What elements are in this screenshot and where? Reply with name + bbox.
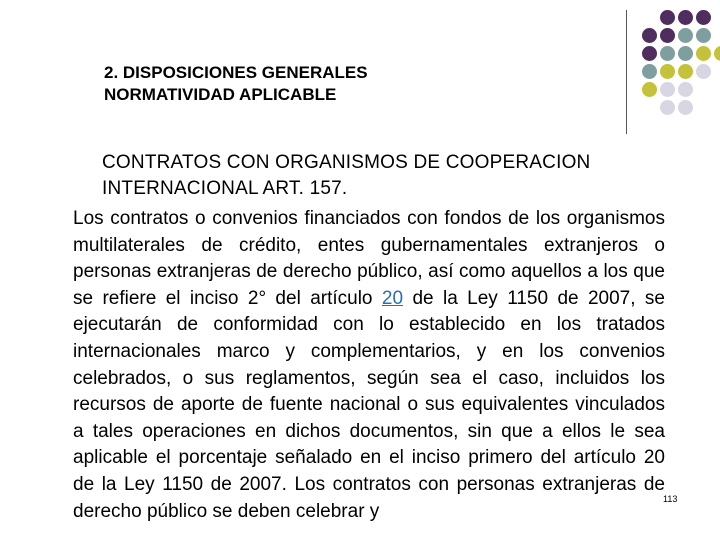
- decorative-dot: [678, 82, 693, 97]
- decorative-dot: [660, 28, 675, 43]
- slide-heading: [104, 62, 368, 106]
- body-text-part-1: Los contratos o convenios financiados con fondos de los organismos multilaterales de crédito, entes gubernamentales extranjeros o personas extranjeras de derecho público, así como aquellos a los que se refiere el inciso 2° del artículo: [73, 208, 665, 309]
- decorative-dot: [642, 28, 657, 43]
- article-link[interactable]: 20: [381, 287, 404, 309]
- slide-subheading: [102, 150, 590, 202]
- decorative-dot: [678, 28, 693, 43]
- page-number: 113: [663, 494, 678, 504]
- decorative-dot: [660, 64, 675, 79]
- heading-line-2: NORMATIVIDAD APLICABLE: [104, 85, 337, 104]
- decorative-dot: [696, 10, 711, 25]
- divider-line: [626, 10, 627, 134]
- decorative-dot: [660, 82, 675, 97]
- decorative-dot: [678, 64, 693, 79]
- body-text-part-2: de la Ley 1150 de 2007, se ejecutarán de conformidad con lo establecido en los tratados internacionales marco y complementarios, y en los convenios celebrados, o sus reglamentos, según sea el caso, incluidos los recursos de aporte de fuente nacional o sus equivalentes vinculados a tales operaciones en dichos documentos, sin que a ellos le sea aplicable el porcentaje señalado en el inciso primero del artículo 20 de la Ley 1150 de 2007. Los contratos con personas extranjeras de derecho público se deben celebrar y: [73, 287, 665, 522]
- subheading-line-2: INTERNACIONAL ART. 157.: [102, 178, 348, 199]
- heading-line-1: 2. DISPOSICIONES GENERALES: [104, 63, 368, 82]
- decorative-dot: [678, 10, 693, 25]
- decorative-dot: [660, 100, 675, 115]
- decorative-dot-grid: [640, 8, 720, 118]
- decorative-dot: [678, 46, 693, 61]
- decorative-dot: [660, 46, 675, 61]
- decorative-dot: [678, 100, 693, 115]
- decorative-dot: [714, 46, 720, 61]
- decorative-dot: [642, 82, 657, 97]
- subheading-line-1: CONTRATOS CON ORGANISMOS DE COOPERACION: [102, 152, 591, 173]
- body-paragraph: [73, 206, 665, 525]
- decorative-dot: [642, 46, 657, 61]
- decorative-dot: [696, 46, 711, 61]
- decorative-dot: [642, 64, 657, 79]
- decorative-dot: [696, 64, 711, 79]
- decorative-dot: [696, 28, 711, 43]
- decorative-dot: [660, 10, 675, 25]
